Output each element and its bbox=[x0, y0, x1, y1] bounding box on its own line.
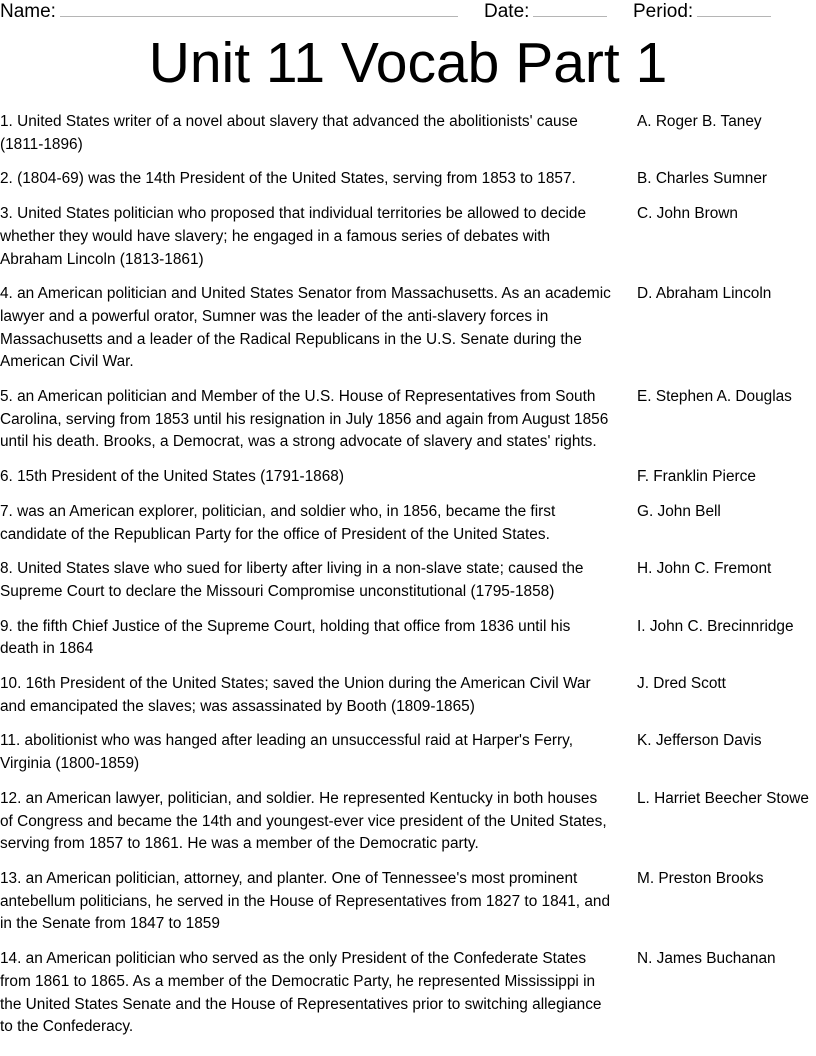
clue: 2. (1804-69) was the 14th President of the United States, serving from 1853 to 1857. bbox=[0, 170, 576, 188]
vocab-row-9 bbox=[0, 616, 816, 661]
vocab-row-2 bbox=[0, 168, 816, 191]
date-blank[interactable] bbox=[533, 0, 607, 17]
answer-choice: G. John Bell bbox=[637, 502, 721, 520]
vocab-row-14 bbox=[0, 948, 816, 1039]
answer-choice: F. Franklin Pierce bbox=[637, 468, 756, 486]
date-label: Date: bbox=[484, 1, 530, 22]
clue: 10. 16th President of the United States; saved the Union during the American Civil War and emancipated the slaves; was assassinated by Booth (1809-1865) bbox=[0, 675, 591, 715]
period-label: Period: bbox=[633, 1, 694, 22]
clue: 6. 15th President of the United States (1791-1868) bbox=[0, 468, 344, 486]
vocab-row-4 bbox=[0, 283, 816, 374]
answer-choice: B. Charles Sumner bbox=[637, 170, 768, 188]
vocab-row-13 bbox=[0, 868, 816, 936]
clue: 9. the fifth Chief Justice of the Supreme Court, holding that office from 1836 until his death in 1864 bbox=[0, 617, 571, 658]
clue: 14. an American politician who served as the only President of the Confederate States from 1861 to 1865. As a member of the Democratic Party, he represented Mississippi in the United States Senate and the House of Representatives prior to switching allegiance to the Confederacy. bbox=[0, 950, 602, 1036]
clue: 1. United States writer of a novel about slavery that advanced the abolitionists' cause (1811-1896) bbox=[0, 113, 578, 153]
clue: 8. United States slave who sued for liberty after living in a non-slave state; caused the Supreme Court to declare the Missouri Compromise unconstitutional (1795-1858) bbox=[0, 560, 584, 600]
answer-choice: D. Abraham Lincoln bbox=[637, 285, 772, 303]
name-label: Name: bbox=[0, 1, 56, 22]
answer-choice: L. Harriet Beecher Stowe bbox=[637, 789, 809, 807]
clue: 12. an American lawyer, politician, and soldier. He represented Kentucky in both houses of Congress and became the 14th and youngest-ever vice president of the United States, serving from 1857 to 1861. He was a member of the Democratic party. bbox=[0, 789, 607, 853]
vocab-row-5 bbox=[0, 386, 816, 454]
vocab-list bbox=[0, 111, 816, 1051]
vocab-row-7 bbox=[0, 501, 816, 546]
clue: 5. an American politician and Member of the U.S. House of Representatives from South Carolina, serving from 1853 until his resignation in July 1856 and again from August 1856 until his death. Brooks, a Democrat, was a strong advocate of slavery and states' rights. bbox=[0, 388, 609, 451]
vocab-row-1 bbox=[0, 111, 816, 156]
vocab-row-8 bbox=[0, 558, 816, 603]
answer-choice: H. John C. Fremont bbox=[637, 560, 772, 578]
answer-choice: C. John Brown bbox=[637, 205, 738, 223]
clue: 3. United States politician who proposed that individual territories be allowed to decide whether they would have slavery; he engaged in a famous series of debates with Abraham Lincoln (1813-1861) bbox=[0, 205, 587, 268]
vocab-row-6 bbox=[0, 466, 816, 489]
page-title: Unit 11 Vocab Part 1 bbox=[148, 31, 668, 95]
name-field[interactable] bbox=[0, 0, 458, 23]
vocab-row-3 bbox=[0, 203, 816, 271]
clue: 11. abolitionist who was hanged after leading an unsuccessful raid at Harper's Ferry, Virginia (1800-1859) bbox=[0, 732, 573, 773]
answer-choice: A. Roger B. Taney bbox=[637, 113, 762, 130]
period-blank[interactable] bbox=[697, 0, 771, 17]
answer-choice: I. John C. Brecinnridge bbox=[637, 617, 794, 635]
answer-choice: E. Stephen A. Douglas bbox=[637, 388, 792, 406]
vocab-row-12 bbox=[0, 788, 816, 856]
vocab-row-10 bbox=[0, 673, 816, 718]
date-field[interactable] bbox=[484, 0, 607, 23]
vocab-row-11 bbox=[0, 730, 816, 775]
worksheet-header bbox=[0, 0, 816, 24]
period-field[interactable] bbox=[633, 0, 771, 23]
clue: 13. an American politician, attorney, and planter. One of Tennessee's most prominent antebellum politicians, he served in the House of Representatives from 1827 to 1841, and in the Senate from 1847 to 1859 bbox=[0, 869, 611, 933]
clue: 7. was an American explorer, politician, and soldier who, in 1856, became the first candidate of the Republican Party for the office of President of the United States. bbox=[0, 502, 556, 543]
answer-choice: N. James Buchanan bbox=[637, 950, 776, 968]
answer-choice: M. Preston Brooks bbox=[637, 869, 764, 887]
name-blank[interactable] bbox=[60, 0, 458, 17]
answer-choice: K. Jefferson Davis bbox=[637, 732, 762, 750]
answer-choice: J. Dred Scott bbox=[637, 675, 726, 693]
clue: 4. an American politician and United States Senator from Massachusetts. As an academic lawyer and a powerful orator, Sumner was the leader of the anti-slavery forces in Massachusetts and a leader of the Radical Republicans in the U.S. Senate during the American Civil War. bbox=[0, 285, 611, 371]
